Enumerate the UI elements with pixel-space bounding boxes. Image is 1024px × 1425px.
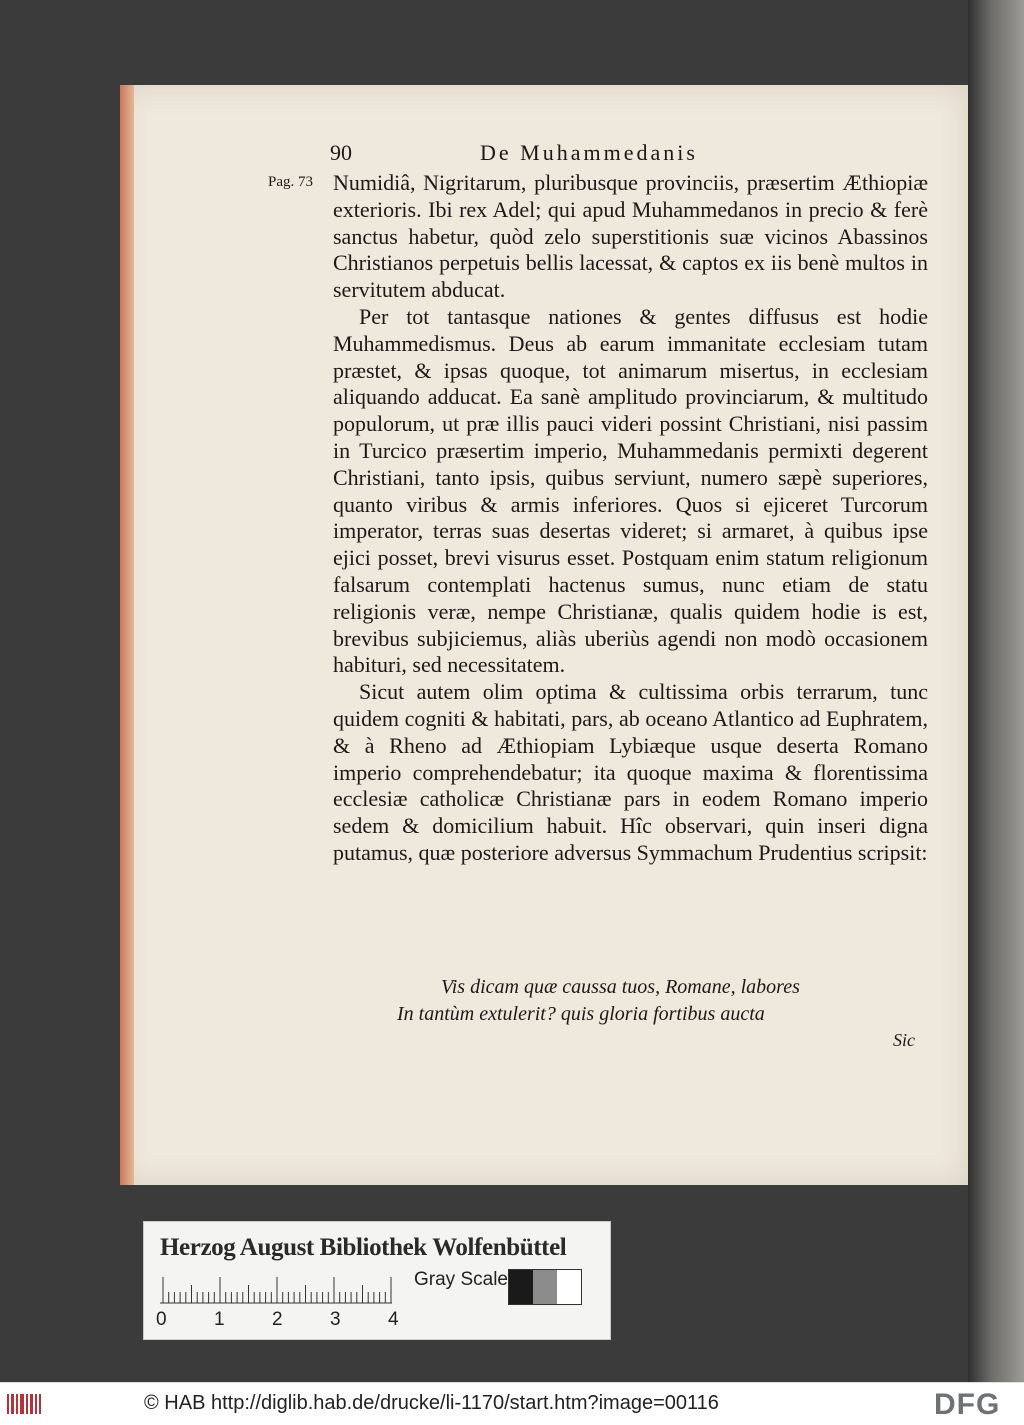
running-title: De Muhammedanis — [480, 140, 698, 165]
library-name: Herzog August Bibliothek Wolfenbüttel — [160, 1234, 567, 1261]
copyright-url: © HAB http://diglib.hab.de/drucke/li-1170/start.htm?image=00116 — [144, 1392, 719, 1414]
gray-swatches — [508, 1269, 582, 1305]
swatch-gray — [533, 1270, 557, 1304]
page-header — [330, 140, 770, 172]
ruler-number: 3 — [330, 1309, 341, 1330]
paragraph-3: Sicut autem olim optima & cultissima orbis terrarum, tunc quidem cogniti & habitati, pars, ab oceano Atlantico ad Euphratem, & à Rheno ad Æthiopiam Lybiæque usque deserta Romano imperio comprehendebatur; ita quoque maxima & florentissima ecclesiæ catholicæ Christianæ pars in eodem Romano imperio sedem & domicilium habuit. Hîc observari, quin inseri digna putamus, quæ posteriore adversus Symmachum Prudentius scripsit: — [333, 679, 928, 865]
verse-quote — [397, 974, 847, 1028]
body-text — [333, 170, 928, 867]
ruler-numbers — [156, 1309, 416, 1333]
ruler-number: 1 — [214, 1309, 225, 1330]
paragraph-2: Per tot tantasque nationes & gentes diffusus est hodie Muhammedismus. Deus ab earum immanitate ecclesiam tutam præstet, & ipsas quoque, tot animarum misertus, in ecclesiam aliquando adducat. Ea sanè amplitudo provinciarum, & multitudo populorum, ut præ illis pauci videri possint Christiani, nisi passim in Turcico præsertim imperio, Muhammedanis permixti degerent Christiani, tanto ipsis, quibus serviunt, numero sæpè superiores, quanto viribus & armis inferiores. Quos si ejiceret Turcorum imperator, terras suas desertas videret; si armaret, à quibus ipse ejici posset, brevi visurus esset. Postquam enim statum religionum falsarum contemplati hactenus sumus, nunc etiam de statu religionis veræ, nempe Christianæ, qualis quidem hodie is est, brevibus subjiciemus, aliàs uberiùs agendi non modò occasionem habituri, sed necessitatem. — [333, 303, 928, 678]
ruler-number: 0 — [156, 1309, 167, 1330]
swatch-white — [557, 1270, 581, 1304]
footer-bar — [0, 1382, 1024, 1425]
verse-line-1: Vis dicam quæ caussa tuos, Romane, labores — [441, 976, 800, 998]
ruler-number: 4 — [388, 1309, 399, 1330]
page-edge-left — [120, 85, 134, 1185]
page-number: 90 — [330, 140, 352, 165]
gray-scale-card — [143, 1221, 611, 1340]
hab-barcode-logo-icon — [6, 1391, 42, 1417]
margin-note: Pag. 73 — [268, 174, 313, 190]
dfg-logo: DFG — [934, 1388, 1001, 1421]
paragraph-1: Numidiâ, Nigritarum, pluribusque provinciis, præsertim Æthiopiæ exterioris. Ibi rex Adel; qui apud Muhammedanos in precio & ferè sanctus habetur, quòd zelo superstitionis suæ vicinos Abassinos Christianos perpetuis bellis lacessat, & captos ex iis benè multos in servitutem abducat. — [333, 170, 928, 303]
catchword: Sic — [893, 1030, 915, 1050]
gray-scale-label: Gray Scale — [414, 1269, 508, 1290]
verse-line-2: In tantùm extulerit? quis gloria fortibus aucta — [397, 1003, 765, 1025]
ruler-number: 2 — [272, 1309, 283, 1330]
swatch-black — [509, 1270, 533, 1304]
facing-page-edge — [968, 0, 1024, 1382]
ruler-scale — [160, 1274, 400, 1304]
